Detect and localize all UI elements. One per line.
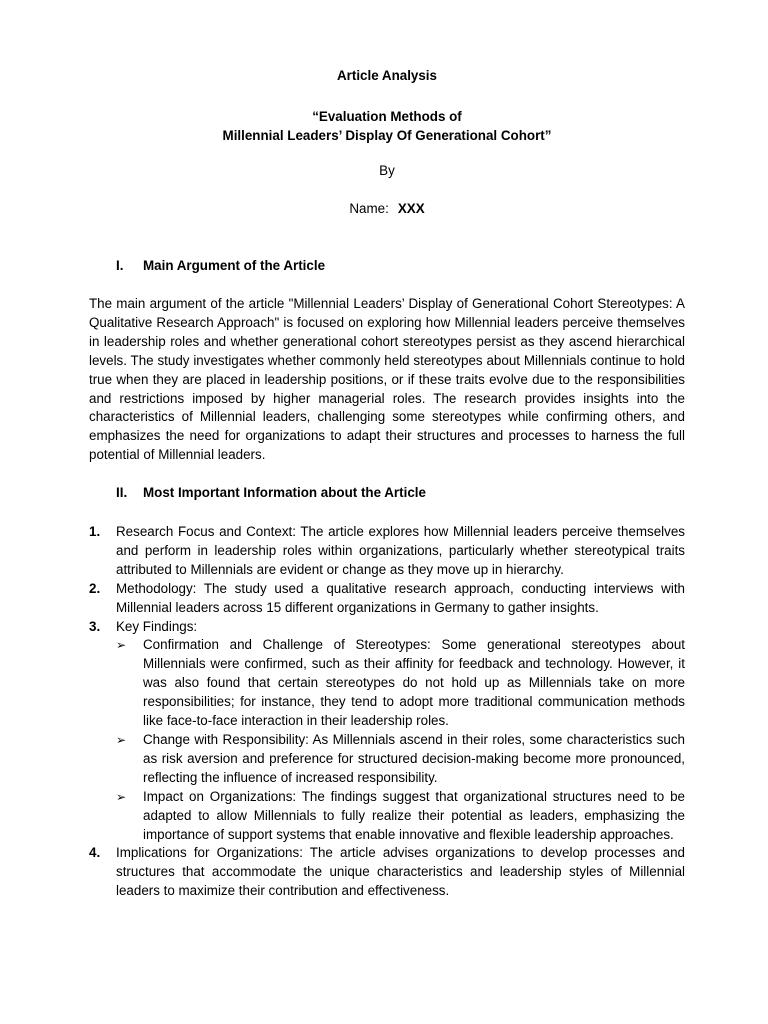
sub-item-responsibility	[116, 731, 685, 788]
list-item-key-findings	[89, 618, 685, 845]
list-item-methodology	[89, 580, 685, 618]
list-number: 4.	[89, 845, 101, 861]
main-argument-paragraph: The main argument of the article "Millennial Leaders’ Display of Generational Cohort Stereotypes: A Qualitative Research Approach" is focused on exploring how Millennial leaders perceive themselves in leadership roles and whether generational cohort stereotypes persist as they ascend hierarchical levels. The study investigates whether commonly held stereotypes about Millennials continue to hold true when they are placed in leadership positions, or if these traits evolve due to the responsibilities and restrictions imposed by higher managerial roles. The research provides insights into the characteristics of Millennial leaders, challenging some stereotypes while confirming others, and emphasizes the need for organizations to adapt their structures and processes to harness the full potential of Millennial leaders.	[89, 296, 685, 463]
document-title: Article Analysis	[337, 68, 437, 83]
list-item-text: Methodology: The study used a qualitative research approach, conducting interviews with Millennial leaders across 15 different organizations in Germany to gather insights.	[116, 580, 685, 615]
sub-item-stereotypes	[116, 636, 685, 731]
list-item-text: Research Focus and Context: The article explores how Millennial leaders perceive themselves and perform in leadership roles within organizations, particularly whether stereotypical traits attributed to Millennials are evident or change as they move up in hierarchy.	[116, 524, 685, 577]
list-item-text: Implications for Organizations: The article advises organizations to develop processes and structures that accommodate the unique characteristics and leadership styles of Millennial leaders to maximize their contribution and effectiveness.	[116, 845, 685, 899]
name-value: XXX	[397, 201, 425, 216]
list-item-research-focus	[89, 523, 685, 580]
article-title-line-2: Millennial Leaders’ Display Of Generational Cohort”	[222, 128, 552, 143]
list-number: 3.	[89, 618, 101, 634]
name-label: Name:	[349, 201, 389, 216]
section-2-number: II.	[116, 485, 128, 500]
list-item-implications	[89, 844, 685, 901]
list-number: 2.	[89, 580, 101, 596]
sub-item-text: Change with Responsibility: As Millennials ascend in their roles, some characteristics such as risk aversion and preference for structured decision-making become more pronounced, reflecting the influence of increased responsibility.	[143, 731, 685, 785]
by-label: By	[379, 163, 395, 178]
list-number: 1.	[89, 524, 101, 539]
sub-item-text: Impact on Organizations: The findings suggest that organizational structures need to be adapted to allow Millennials to fully realize their potential as leaders, emphasizing the importance of support systems that enable innovative and flexible leadership approaches.	[143, 788, 685, 842]
section-2-title: Most Important Information about the Article	[143, 485, 426, 500]
author-name	[0, 201, 768, 216]
section-1-heading	[116, 258, 325, 273]
section-1-title: Main Argument of the Article	[143, 258, 326, 273]
section-2-heading	[116, 485, 426, 500]
arrow-bullet-icon: ➢	[116, 638, 127, 653]
article-title	[0, 107, 768, 145]
important-info-list	[89, 523, 685, 901]
sub-item-organizations	[116, 788, 685, 845]
arrow-bullet-icon: ➢	[116, 732, 127, 747]
arrow-bullet-icon: ➢	[116, 789, 127, 804]
sub-item-text: Confirmation and Challenge of Stereotypes: Some generational stereotypes about Millennials were confirmed, such as their affinity for feedback and technology. However, it was also found that certain stereotypes do not hold up as Millennials take on more responsibilities; for instance, they tend to adopt more traditional communication methods like face-to-face interaction in their leadership roles.	[143, 637, 685, 729]
article-title-line-1: “Evaluation Methods of	[312, 109, 462, 124]
list-item-text: Key Findings:	[116, 618, 198, 634]
section-1-number: I.	[116, 258, 124, 273]
